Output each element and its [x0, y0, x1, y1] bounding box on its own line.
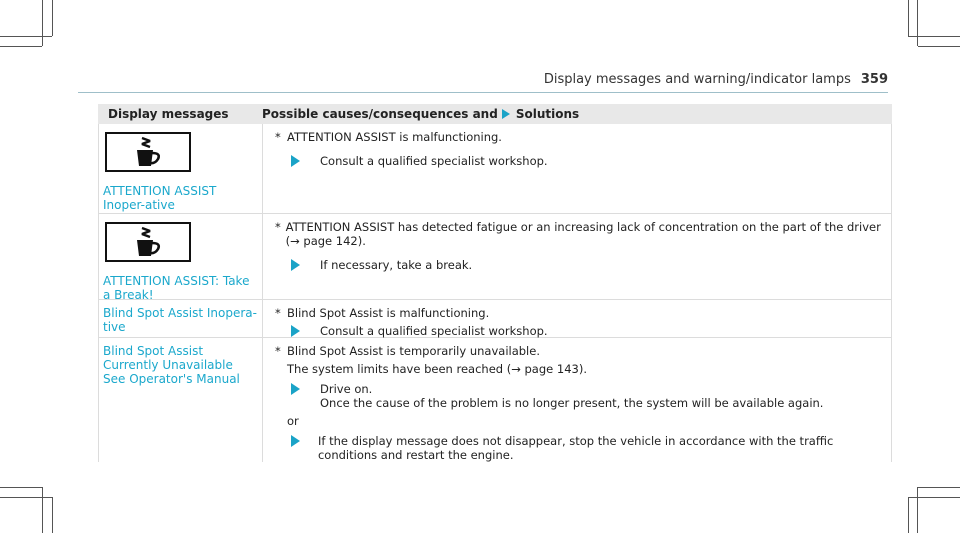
coffee-cup-icon [105, 132, 191, 172]
col-causes-solutions [262, 107, 892, 121]
solution-cell [262, 300, 892, 337]
crop-mark [42, 487, 43, 533]
crop-mark [908, 497, 960, 498]
col2-prefix: Possible causes/consequences and [262, 107, 498, 121]
crop-mark [917, 487, 918, 533]
table-row [98, 124, 892, 214]
cause-text: ATTENTION ASSIST is malfunctioning. [287, 130, 502, 144]
message-cell [98, 124, 262, 213]
table-row [98, 214, 892, 300]
message-text: Blind Spot Assist Currently Unavailable See Operator's Manual [103, 344, 240, 386]
crop-mark [52, 497, 53, 533]
action-text: Drive on. [320, 382, 373, 396]
crop-mark [42, 0, 43, 46]
crop-mark [917, 0, 918, 46]
message-text: ATTENTION ASSIST Inoper-ative [103, 184, 217, 212]
solution-cell [262, 214, 892, 299]
crop-mark [0, 46, 42, 47]
action-item [291, 434, 887, 462]
page-number: 359 [860, 72, 888, 87]
crop-mark [918, 46, 960, 47]
cause-item: * ATTENTION ASSIST has detected fatigue or an increasing lack of concentration on the part of the driver (→ page 142). [275, 220, 887, 248]
solution-arrow-icon [502, 109, 510, 119]
col-display-messages: Display messages [108, 107, 229, 121]
note-text: The system limits have been reached (→ page 143). [287, 362, 587, 376]
cause-item: * Blind Spot Assist is malfunctioning. [275, 306, 490, 320]
cause-item: * Blind Spot Assist is temporarily unavailable. [275, 344, 540, 358]
cause-text: ATTENTION ASSIST has detected fatigue or an increasing lack of concentration on the part of the driver (→ page 142). [285, 220, 881, 248]
action-text: Consult a qualified specialist workshop. [320, 324, 548, 338]
crop-mark [52, 0, 53, 36]
header-rule [78, 92, 888, 93]
action-detail: Once the cause of the problem is no longer present, the system will be available again. [320, 396, 824, 410]
action-arrow-icon [291, 259, 310, 271]
message-text: Blind Spot Assist Inopera-tive [103, 306, 257, 334]
crop-mark [908, 0, 909, 36]
table-row [98, 338, 892, 462]
action-text: If the display message does not disappear, stop the vehicle in accordance with the traffic conditions and restart the engine. [317, 434, 834, 462]
message-cell [98, 214, 262, 302]
message-cell [98, 300, 262, 337]
crop-mark [0, 487, 42, 488]
action-text: If necessary, take a break. [320, 258, 473, 272]
running-head-title: Display messages and warning/indicator lamps [543, 72, 851, 87]
running-head [544, 72, 888, 87]
solution-cell [262, 338, 892, 462]
message-cell [98, 338, 262, 462]
action-arrow-icon [291, 325, 310, 337]
crop-mark [0, 36, 52, 37]
coffee-cup-icon [105, 222, 191, 262]
table-header [98, 104, 892, 124]
message-text: ATTENTION ASSIST: Take a Break! [103, 274, 250, 302]
action-text: Consult a qualified specialist workshop. [320, 154, 548, 168]
cause-text: Blind Spot Assist is temporarily unavailable. [287, 344, 540, 358]
crop-mark [0, 497, 52, 498]
messages-table [98, 104, 892, 462]
action-arrow-icon [291, 155, 310, 167]
col2-suffix: Solutions [515, 107, 580, 121]
crop-mark [918, 487, 960, 488]
action-item [291, 382, 887, 410]
crop-mark [908, 36, 960, 37]
cause-item: * ATTENTION ASSIST is malfunctioning. [275, 130, 502, 144]
or-text: or [287, 414, 299, 428]
action-arrow-icon [291, 383, 310, 395]
table-row [98, 300, 892, 338]
action-item [291, 154, 887, 168]
action-arrow-icon [291, 435, 308, 447]
solution-cell [262, 124, 892, 213]
crop-mark [908, 497, 909, 533]
cause-text: Blind Spot Assist is malfunctioning. [287, 306, 490, 320]
action-item [291, 324, 887, 338]
action-item [291, 258, 887, 272]
